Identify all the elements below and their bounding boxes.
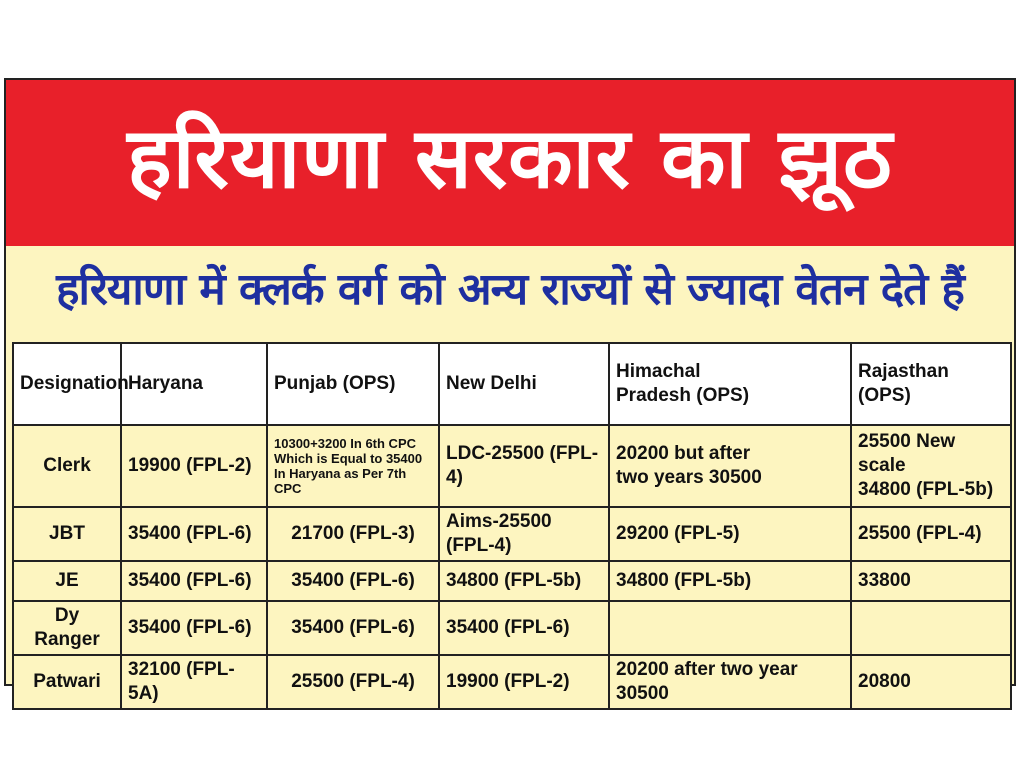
cell-himachal-line2: two years 30500	[616, 467, 762, 488]
cell-new-delhi: 19900 (FPL-2)	[439, 655, 609, 709]
header-himachal	[609, 343, 851, 425]
header-new-delhi: New Delhi	[439, 343, 609, 425]
table-row	[13, 561, 1011, 601]
cell-new-delhi: LDC-25500 (FPL-4)	[439, 425, 609, 507]
header-punjab: Punjab (OPS)	[267, 343, 439, 425]
cell-haryana: 19900 (FPL-2)	[121, 425, 267, 507]
cell-designation: Dy Ranger	[13, 601, 121, 655]
poster	[4, 78, 1016, 704]
cell-rajasthan-line2: 34800 (FPL-5b)	[858, 479, 994, 500]
cell-rajasthan: 25500 (FPL-4)	[851, 507, 1011, 561]
poster-subtitle: हरियाणा में क्लर्क वर्ग को अन्य राज्यों से ज्यादा वेतन देते हैं	[56, 264, 964, 315]
table-row	[13, 425, 1011, 507]
poster-title: हरियाणा सरकार का झूठ	[127, 109, 893, 207]
cell-punjab: 10300+3200 In 6th CPC Which is Equal to 35400 In Haryana as Per 7th CPC	[267, 425, 439, 507]
header-designation: Designation	[13, 343, 121, 425]
salary-comparison-table	[12, 342, 1012, 710]
cell-haryana: 35400 (FPL-6)	[121, 507, 267, 561]
cell-himachal	[609, 425, 851, 507]
cell-designation: Patwari	[13, 655, 121, 709]
cell-haryana: 32100 (FPL-5A)	[121, 655, 267, 709]
table-row	[13, 507, 1011, 561]
header-himachal-line1: Himachal	[616, 361, 701, 382]
cell-rajasthan-line1: 25500 New scale	[858, 431, 956, 476]
cell-designation: JE	[13, 561, 121, 601]
cell-himachal: 20200 after two year 30500	[609, 655, 851, 709]
cell-himachal: 29200 (FPL-5)	[609, 507, 851, 561]
cell-punjab: 21700 (FPL-3)	[267, 507, 439, 561]
cell-new-delhi: 35400 (FPL-6)	[439, 601, 609, 655]
cell-rajasthan: 33800	[851, 561, 1011, 601]
table-header-row	[13, 343, 1011, 425]
cell-rajasthan	[851, 425, 1011, 507]
cell-himachal	[609, 601, 851, 655]
cell-himachal: 34800 (FPL-5b)	[609, 561, 851, 601]
cell-designation: Clerk	[13, 425, 121, 507]
cell-haryana: 35400 (FPL-6)	[121, 561, 267, 601]
header-rajasthan: Rajasthan (OPS)	[851, 343, 1011, 425]
cell-rajasthan: 20800	[851, 655, 1011, 709]
cell-himachal-line1: 20200 but after	[616, 443, 751, 464]
cell-punjab: 35400 (FPL-6)	[267, 561, 439, 601]
cell-rajasthan	[851, 601, 1011, 655]
header-himachal-line2: Pradesh (OPS)	[616, 385, 750, 406]
cell-new-delhi: 34800 (FPL-5b)	[439, 561, 609, 601]
cell-punjab: 25500 (FPL-4)	[267, 655, 439, 709]
cell-designation: JBT	[13, 507, 121, 561]
table-row	[13, 601, 1011, 655]
cell-punjab: 35400 (FPL-6)	[267, 601, 439, 655]
cell-new-delhi: Aims-25500 (FPL-4)	[439, 507, 609, 561]
header-haryana: Haryana	[121, 343, 267, 425]
cell-haryana: 35400 (FPL-6)	[121, 601, 267, 655]
title-band	[6, 80, 1014, 246]
table-row	[13, 655, 1011, 709]
